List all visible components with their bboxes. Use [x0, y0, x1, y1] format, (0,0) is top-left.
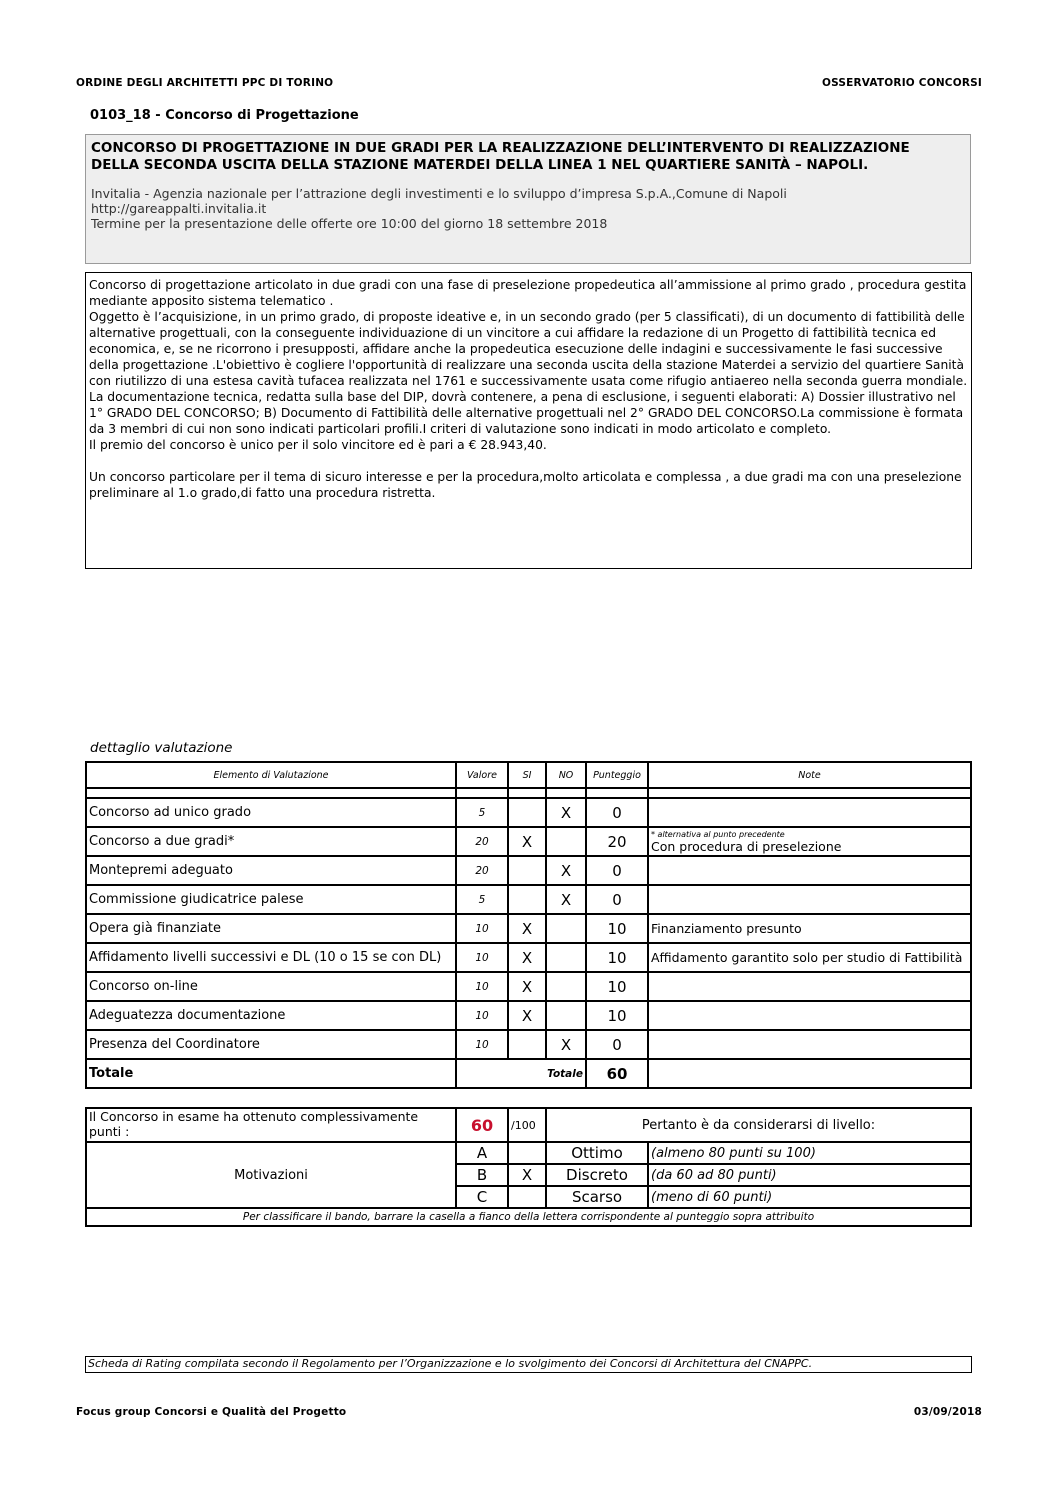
evaluation-note-text: Con procedura di preselezione [651, 838, 842, 854]
footnote-row [86, 1208, 971, 1226]
contracting-entity: Invitalia - Agenzia nazionale per l’attrazione degli investimenti e lo sviluppo d’impresa S.p.A.,Comune di Napoli [91, 186, 787, 201]
evaluation-score: 10 [586, 1001, 648, 1030]
result-summary-row [86, 1108, 971, 1142]
evaluation-element: Presenza del Coordinatore [86, 1030, 456, 1059]
description-paragraph: Oggetto è l’acquisizione, in un primo grado, di proposte ideative e, in un secondo grado (per 5 classificati), di un documento di fattibilità delle alternative progettuali, con la conseguente individuazione di un vincitore a cui affidare la redazione di un Progetto di fattibilità tecnica ed economica, e, se ne ricorrono i presupposti, affidare anche la propedeutica esecuzione delle indagini e successivamente le fasi successive della progettazione .L'obiettivo è cogliere l'opportunità di realizzare una seconda uscita della stazione Materdei a servizio del quartiere Sanità con riutilizzo di una estesa cavità tufacea realizzata nel 1761 e successivamente usata come rifugio antiaereo nella seconda guerra mondiale. [89, 310, 968, 388]
total-row [86, 1059, 971, 1088]
header-organization: ORDINE DEGLI ARCHITETTI PPC DI TORINO [76, 77, 334, 89]
evaluation-element: Concorso ad unico grado [86, 798, 456, 827]
evaluation-value: 10 [456, 914, 508, 943]
table-row [86, 1001, 971, 1030]
no-checkbox[interactable] [546, 827, 586, 856]
evaluation-note [648, 1030, 971, 1059]
evaluation-score: 0 [586, 856, 648, 885]
level-statement: Pertanto è da considerarsi di livello: [546, 1108, 971, 1142]
no-checkbox[interactable] [546, 1001, 586, 1030]
document-title: 0103_18 - Concorso di Progettazione [90, 108, 359, 123]
evaluation-note [648, 885, 971, 914]
result-points: 60 [456, 1108, 508, 1142]
table-row [86, 914, 971, 943]
no-checkbox[interactable]: X [546, 1030, 586, 1059]
evaluation-element: Adeguatezza documentazione [86, 1001, 456, 1030]
column-header: SI [508, 762, 546, 788]
table-row [86, 972, 971, 1001]
evaluation-element: Montepremi adeguato [86, 856, 456, 885]
column-header: Note [648, 762, 971, 788]
level-range: (almeno 80 punti su 100) [648, 1142, 971, 1164]
level-range: (meno di 60 punti) [648, 1186, 971, 1208]
evaluation-section-title: dettaglio valutazione [90, 740, 233, 756]
evaluation-note [648, 943, 971, 972]
table-row [86, 885, 971, 914]
no-checkbox[interactable]: X [546, 856, 586, 885]
evaluation-element: Affidamento livelli successivi e DL (10 o 15 se con DL) [86, 943, 456, 972]
total-label: Totale [86, 1059, 456, 1088]
si-checkbox[interactable]: X [508, 1001, 546, 1030]
evaluation-value: 10 [456, 972, 508, 1001]
evaluation-value: 20 [456, 827, 508, 856]
result-table [85, 1107, 972, 1227]
evaluation-note [648, 827, 971, 856]
evaluation-element: Commissione giudicatrice palese [86, 885, 456, 914]
evaluation-table [85, 761, 972, 1089]
description-paragraph: Il premio del concorso è unico per il solo vincitore ed è pari a € 28.943,40. [89, 438, 547, 452]
description-paragraph: La documentazione tecnica, redatta sulla base del DIP, dovrà contenere, a pena di esclusione, i seguenti elaborati: A) Dossier illustrativo nel 1° GRADO DEL CONCORSO; B) Documento di Fattibilità delle alternative progettuali nel 2° GRADO DEL CONCORSO.La commissione è formata da 3 membri di cui non sono indicati particolari profili.I criteri di valutazione sono indicati in modo articolato e completo. [89, 390, 964, 436]
tender-url[interactable]: http://gareappalti.invitalia.it [91, 201, 267, 216]
evaluation-value: 20 [456, 856, 508, 885]
evaluation-note [648, 856, 971, 885]
motivations-label: Motivazioni [86, 1142, 456, 1208]
level-checkbox[interactable] [508, 1186, 546, 1208]
total-note [648, 1059, 971, 1088]
rating-regulation-note: Scheda di Rating compilata secondo il Regolamento per l’Organizzazione e lo svolgimento dei Concorsi di Architettura del CNAPPC. [85, 1356, 972, 1373]
evaluation-note-text: Affidamento garantito solo per studio di Fattibilità [651, 950, 963, 965]
level-range: (da 60 ad 80 punti) [648, 1164, 971, 1186]
no-checkbox[interactable]: X [546, 798, 586, 827]
evaluation-value: 10 [456, 1030, 508, 1059]
description-paragraph: Concorso di progettazione articolato in due gradi con una fase di preselezione propedeutica all’ammissione al primo grado , procedura gestita mediante apposito sistema telematico . [89, 278, 967, 308]
no-checkbox[interactable] [546, 914, 586, 943]
evaluation-element: Concorso on-line [86, 972, 456, 1001]
evaluation-value: 10 [456, 943, 508, 972]
level-checkbox[interactable]: X [508, 1164, 546, 1186]
level-name: Ottimo [546, 1142, 648, 1164]
level-name: Discreto [546, 1164, 648, 1186]
evaluation-value: 5 [456, 798, 508, 827]
level-name: Scarso [546, 1186, 648, 1208]
evaluation-note [648, 972, 971, 1001]
si-checkbox[interactable]: X [508, 943, 546, 972]
table-row [86, 1030, 971, 1059]
description-paragraph: Un concorso particolare per il tema di sicuro interesse e per la procedura,molto articolata e complessa , a due gradi ma con una preselezione preliminare al 1.o grado,di fatto una procedura ristretta. [89, 470, 962, 500]
footer-date: 03/09/2018 [913, 1406, 982, 1418]
evaluation-note-text: Finanziamento presunto [651, 921, 802, 936]
table-row [86, 943, 971, 972]
competition-title: CONCORSO DI PROGETTAZIONE IN DUE GRADI PER LA REALIZZAZIONE DELL’INTERVENTO DI REALIZZAZIONE DELLA SECONDA USCITA DELLA STAZIONE MATERDEI DELLA LINEA 1 NEL QUARTIERE SANITÀ – NAPOLI. [91, 140, 910, 173]
level-letter: A [456, 1142, 508, 1164]
evaluation-note [648, 914, 971, 943]
si-checkbox[interactable] [508, 1030, 546, 1059]
evaluation-value: 10 [456, 1001, 508, 1030]
si-checkbox[interactable] [508, 798, 546, 827]
column-header: Punteggio [586, 762, 648, 788]
evaluation-element: Concorso a due gradi* [86, 827, 456, 856]
description-box [85, 272, 972, 569]
evaluation-score: 0 [586, 798, 648, 827]
table-row [86, 827, 971, 856]
submission-deadline: Termine per la presentazione delle offerte ore 10:00 del giorno 18 settembre 2018 [91, 216, 608, 231]
table-row [86, 798, 971, 827]
si-checkbox[interactable]: X [508, 972, 546, 1001]
evaluation-score: 20 [586, 827, 648, 856]
spacer-row [86, 788, 971, 798]
si-checkbox[interactable] [508, 856, 546, 885]
no-checkbox[interactable] [546, 943, 586, 972]
column-header: Valore [456, 762, 508, 788]
footer-focus-group: Focus group Concorsi e Qualità del Progetto [76, 1406, 347, 1418]
evaluation-element: Opera già finanziate [86, 914, 456, 943]
result-statement: Il Concorso in esame ha ottenuto complessivamente punti : [86, 1108, 456, 1142]
evaluation-score: 0 [586, 1030, 648, 1059]
si-checkbox[interactable]: X [508, 827, 546, 856]
table-header-row [86, 762, 971, 788]
si-checkbox[interactable]: X [508, 914, 546, 943]
level-row [86, 1142, 971, 1164]
level-checkbox[interactable] [508, 1142, 546, 1164]
si-checkbox[interactable] [508, 885, 546, 914]
column-header: Elemento di Valutazione [86, 762, 456, 788]
table-row [86, 856, 971, 885]
evaluation-score: 0 [586, 885, 648, 914]
total-inline-label: Totale [456, 1059, 586, 1088]
evaluation-note-small: * alternativa al punto precedente [651, 829, 785, 839]
classification-footnote: Per classificare il bando, barrare la casella a fianco della lettera corrispondente al punteggio sopra attribuito [86, 1208, 971, 1226]
no-checkbox[interactable] [546, 972, 586, 1001]
result-out-of: /100 [508, 1108, 546, 1142]
evaluation-score: 10 [586, 943, 648, 972]
evaluation-note [648, 1001, 971, 1030]
no-checkbox[interactable]: X [546, 885, 586, 914]
level-letter: B [456, 1164, 508, 1186]
evaluation-score: 10 [586, 972, 648, 1001]
evaluation-value: 5 [456, 885, 508, 914]
competition-info-box [85, 134, 971, 264]
header-observatory: OSSERVATORIO CONCORSI [821, 77, 982, 89]
total-score: 60 [586, 1059, 648, 1088]
evaluation-score: 10 [586, 914, 648, 943]
column-header: NO [546, 762, 586, 788]
evaluation-note [648, 798, 971, 827]
level-letter: C [456, 1186, 508, 1208]
